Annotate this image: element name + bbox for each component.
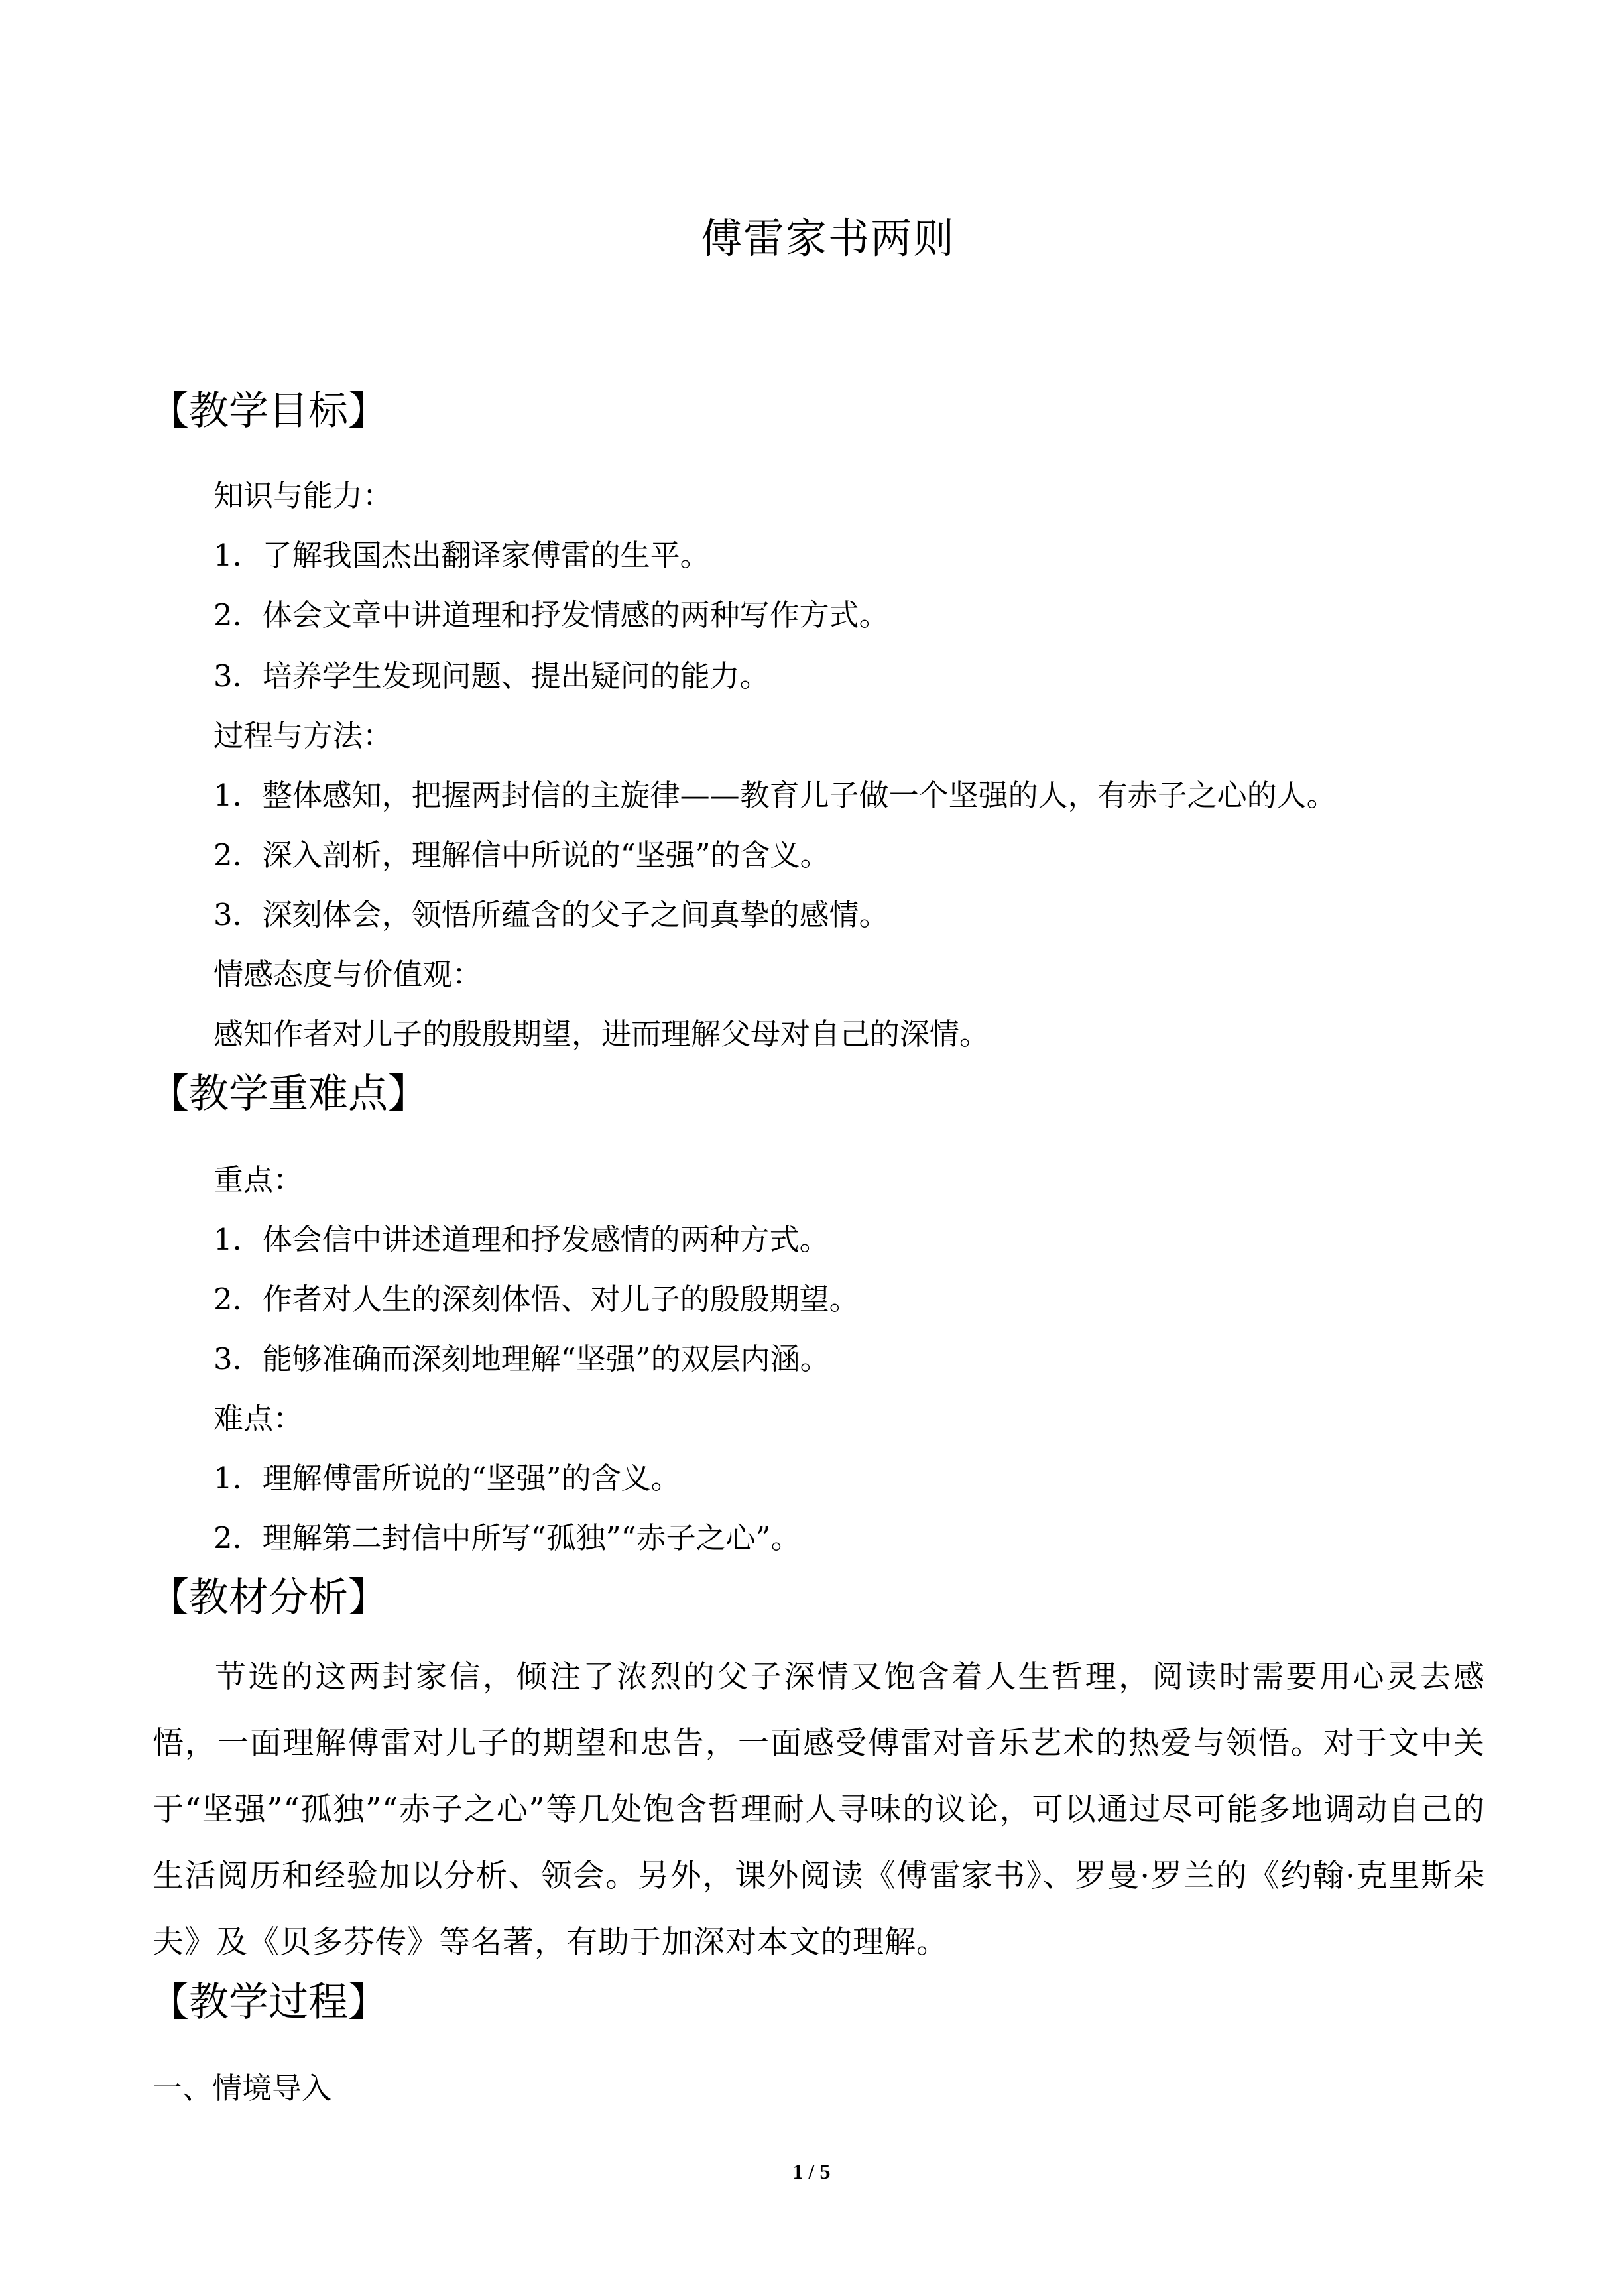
list-item: 1．体会信中讲述道理和抒发感情的两种方式。 [213,1222,829,1257]
label-attitude-values: 情感态度与价值观： [213,957,483,992]
heading-teaching-process: 【教学过程】 [149,1979,388,2025]
label-process-method: 过程与方法： [213,718,393,753]
attitude-text: 感知作者对儿子的殷殷期望，进而理解父母对自己的深情。 [213,1016,990,1052]
list-item: 1．理解傅雷所说的“坚强”的含义。 [213,1461,681,1496]
analysis-paragraph: 节选的这两封家信，倾注了浓烈的父子深情又饱含着人生哲理，阅读时需要用心灵去感悟，一面理解傅雷对儿子的期望和忠告，一面感受傅雷对音乐艺术的热爱与领悟。对于文中关于“坚强”“孤独”“赤子之心”等几处饱含哲理耐人寻味的议论，可以通过尽可能多地调动自己的生活阅历和经验加以分析、领会。另外，课外阅读《傅雷家书》、罗曼·罗兰的《约翰·克里斯朵夫》及《贝多芬传》等名著，有助于加深对本文的理解。 [152,1659,1485,1961]
label-difficulty: 难点： [213,1401,304,1436]
list-item: 2．体会文章中讲道理和抒发情感的两种写作方式。 [213,597,889,633]
list-item: 1．整体感知，把握两封信的主旋律——教育儿子做一个坚强的人，有赤子之心的人。 [213,778,1337,813]
list-item: 3．培养学生发现问题、提出疑问的能力。 [213,658,770,694]
list-item: 2．作者对人生的深刻体悟、对儿子的殷殷期望。 [213,1282,859,1317]
heading-key-difficult-points: 【教学重难点】 [149,1071,428,1117]
document-title: 傅雷家书两则 [700,214,955,263]
label-focus: 重点： [213,1162,304,1197]
list-item: 1．了解我国杰出翻译家傅雷的生平。 [213,538,710,573]
list-item: 2．理解第二封信中所写“孤独”“赤子之心”。 [213,1520,801,1555]
page-indicator: 1 / 5 [792,2159,831,2183]
list-item: 2．深入剖析，理解信中所说的“坚强”的含义。 [213,837,830,873]
label-knowledge-ability: 知识与能力： [213,478,393,513]
list-item: 3．能够准确而深刻地理解“坚强”的双层内涵。 [213,1341,830,1376]
step-scenario-intro: 一、情境导入 [152,2071,332,2106]
heading-textbook-analysis: 【教材分析】 [149,1575,388,1621]
heading-teaching-objectives: 【教学目标】 [149,388,388,434]
list-item: 3．深刻体会，领悟所蕴含的父子之间真挚的感情。 [213,897,889,932]
